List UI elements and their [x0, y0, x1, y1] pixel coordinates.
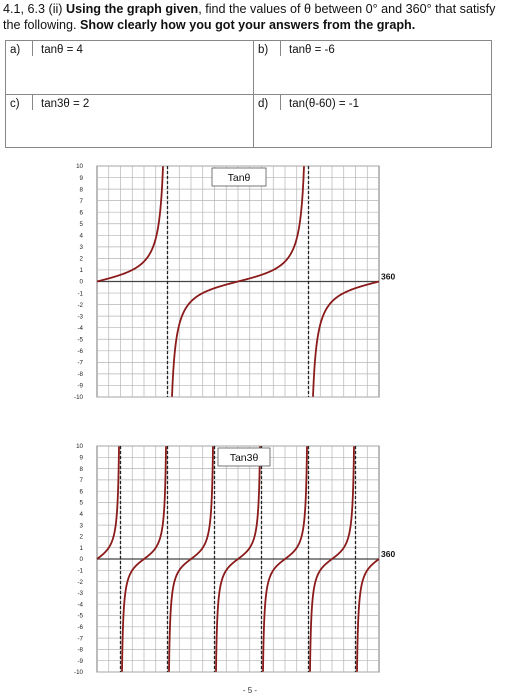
part-letter-a: a): [10, 44, 21, 56]
y-tick-label: -2: [77, 578, 83, 586]
y-tick-label: -7: [77, 359, 83, 367]
y-tick-label: 0: [79, 556, 83, 564]
y-tick-label: 6: [79, 488, 83, 496]
answer-cell-a[interactable]: [6, 41, 254, 95]
chart-title: Tan3θ: [229, 452, 259, 464]
y-tick-label: -2: [77, 301, 83, 309]
y-tick-label: 4: [79, 511, 83, 518]
answer-cell-b[interactable]: [254, 41, 492, 95]
y-tick-label: -3: [77, 590, 83, 598]
y-tick-label: 9: [79, 174, 83, 182]
y-tick-label: -10: [74, 394, 83, 402]
y-tick-label: -8: [77, 646, 83, 654]
x-end-label: 360: [381, 271, 396, 282]
y-tick-label: -6: [77, 348, 83, 355]
y-tick-label: 7: [79, 197, 83, 205]
y-tick-label: 8: [79, 465, 83, 473]
answer-cell-d[interactable]: [254, 95, 492, 148]
y-tick-label: -6: [77, 624, 83, 631]
part-expr-a: tanθ = 4: [41, 44, 83, 56]
y-tick-label: 10: [76, 163, 83, 171]
page-number: - 5 -: [242, 686, 258, 695]
y-tick-label: -7: [77, 635, 83, 643]
tan-theta-graph: [0, 160, 513, 410]
part-expr-c: tan3θ = 2: [41, 98, 90, 110]
chart-title: Tanθ: [227, 172, 251, 184]
tan-3theta-graph: [0, 440, 513, 685]
x-end-label: 360: [381, 549, 396, 559]
answer-cell-c[interactable]: [6, 95, 254, 148]
part-letter-d: d): [258, 98, 269, 110]
y-tick-label: 3: [79, 522, 83, 530]
y-tick-label: 6: [79, 209, 83, 217]
question-instruction: Show clearly how you got your answers from the graph.: [80, 18, 416, 32]
y-tick-label: 0: [79, 278, 83, 286]
y-tick-label: -9: [77, 382, 83, 390]
y-tick-label: -1: [77, 567, 83, 575]
question-mid: , find the values of θ between 0° and 360° that satisfy the following.: [3, 2, 496, 32]
part-letter-b: b): [258, 44, 269, 56]
y-tick-label: 1: [79, 544, 83, 552]
y-tick-label: -4: [77, 324, 83, 332]
y-tick-label: 10: [76, 443, 83, 451]
part-expr-d: tan(θ-60) = -1: [289, 98, 359, 110]
y-tick-label: 4: [79, 232, 83, 240]
y-tick-label: -4: [77, 601, 83, 609]
y-tick-label: -8: [77, 371, 83, 379]
y-tick-label: 2: [79, 255, 83, 263]
y-tick-label: -5: [77, 336, 83, 344]
question-prefix: 4.1, 6.3 (ii): [3, 2, 66, 16]
y-tick-label: 3: [79, 244, 83, 252]
answer-table: [5, 40, 492, 148]
y-tick-label: 1: [79, 267, 83, 275]
y-tick-label: 5: [79, 220, 83, 228]
y-tick-label: 7: [79, 477, 83, 485]
question-text: [3, 1, 508, 33]
part-expr-b: tanθ = -6: [289, 44, 335, 56]
y-tick-label: -10: [74, 669, 83, 677]
y-tick-label: -9: [77, 657, 83, 665]
y-tick-label: -3: [77, 313, 83, 321]
y-tick-label: 9: [79, 454, 83, 462]
part-letter-c: c): [10, 98, 20, 110]
y-tick-label: -5: [77, 612, 83, 620]
y-tick-label: -1: [77, 290, 83, 298]
question-bold-intro: Using the graph given: [66, 2, 199, 16]
y-tick-label: 2: [79, 533, 83, 541]
y-tick-label: 5: [79, 499, 83, 507]
y-tick-label: 8: [79, 186, 83, 194]
